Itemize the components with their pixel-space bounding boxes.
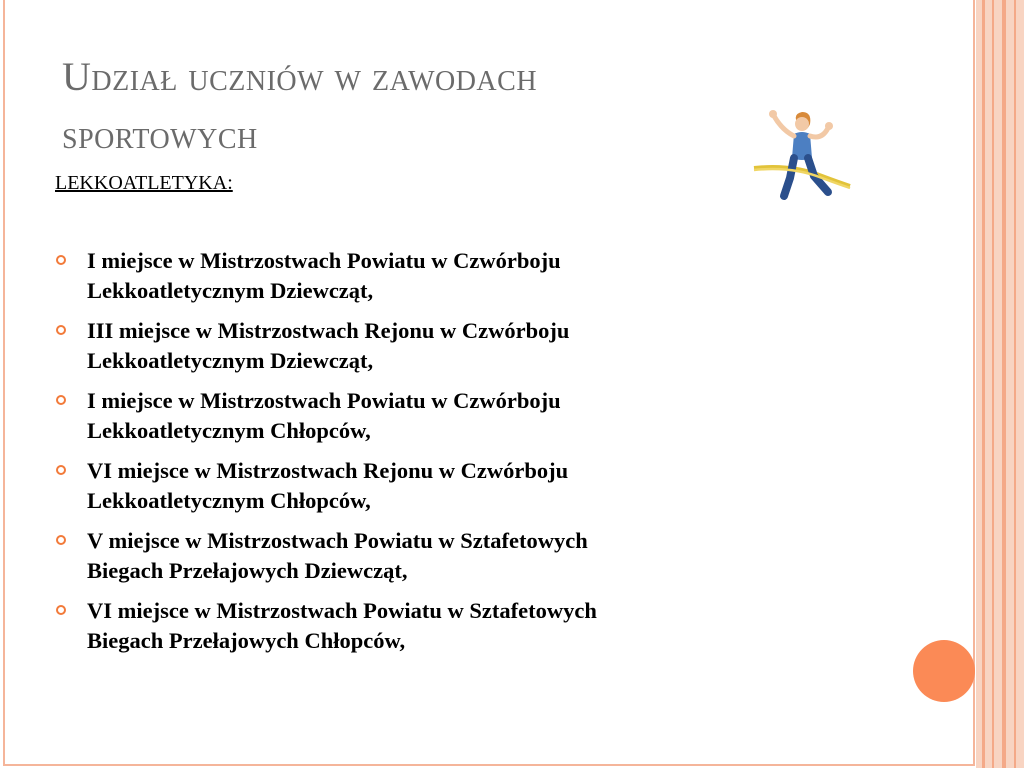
bullet-circle-icon (56, 325, 66, 335)
list-item: VI miejsce w Mistrzostwach Powiatu w Sztafetowych Biegach Przełajowych Chłopców, (56, 596, 816, 656)
section-heading: LEKKOATLETYKA: (55, 172, 233, 194)
bullet-circle-icon (56, 605, 66, 615)
list-item: I miejsce w Mistrzostwach Powiatu w Czwórboju Lekkoatletycznym Chłopców, (56, 386, 816, 446)
list-item: I miejsce w Mistrzostwach Powiatu w Czwórboju Lekkoatletycznym Dziewcząt, (56, 246, 816, 306)
bullet-circle-icon (56, 255, 66, 265)
runner-clipart-icon (752, 106, 852, 206)
slide-title: Udział uczniów w zawodach sportowych (62, 54, 538, 157)
decorative-stripes (976, 0, 1024, 768)
list-item: V miejsce w Mistrzostwach Powiatu w Sztafetowych Biegach Przełajowych Dziewcząt, (56, 526, 816, 586)
bullet-circle-icon (56, 395, 66, 405)
decorative-circle (913, 640, 975, 702)
list-item: VI miejsce w Mistrzostwach Rejonu w Czwórboju Lekkoatletycznym Chłopców, (56, 456, 816, 516)
list-item: III miejsce w Mistrzostwach Rejonu w Czwórboju Lekkoatletycznym Dziewcząt, (56, 316, 816, 376)
bullet-circle-icon (56, 465, 66, 475)
results-list (56, 246, 816, 666)
bullet-circle-icon (56, 535, 66, 545)
